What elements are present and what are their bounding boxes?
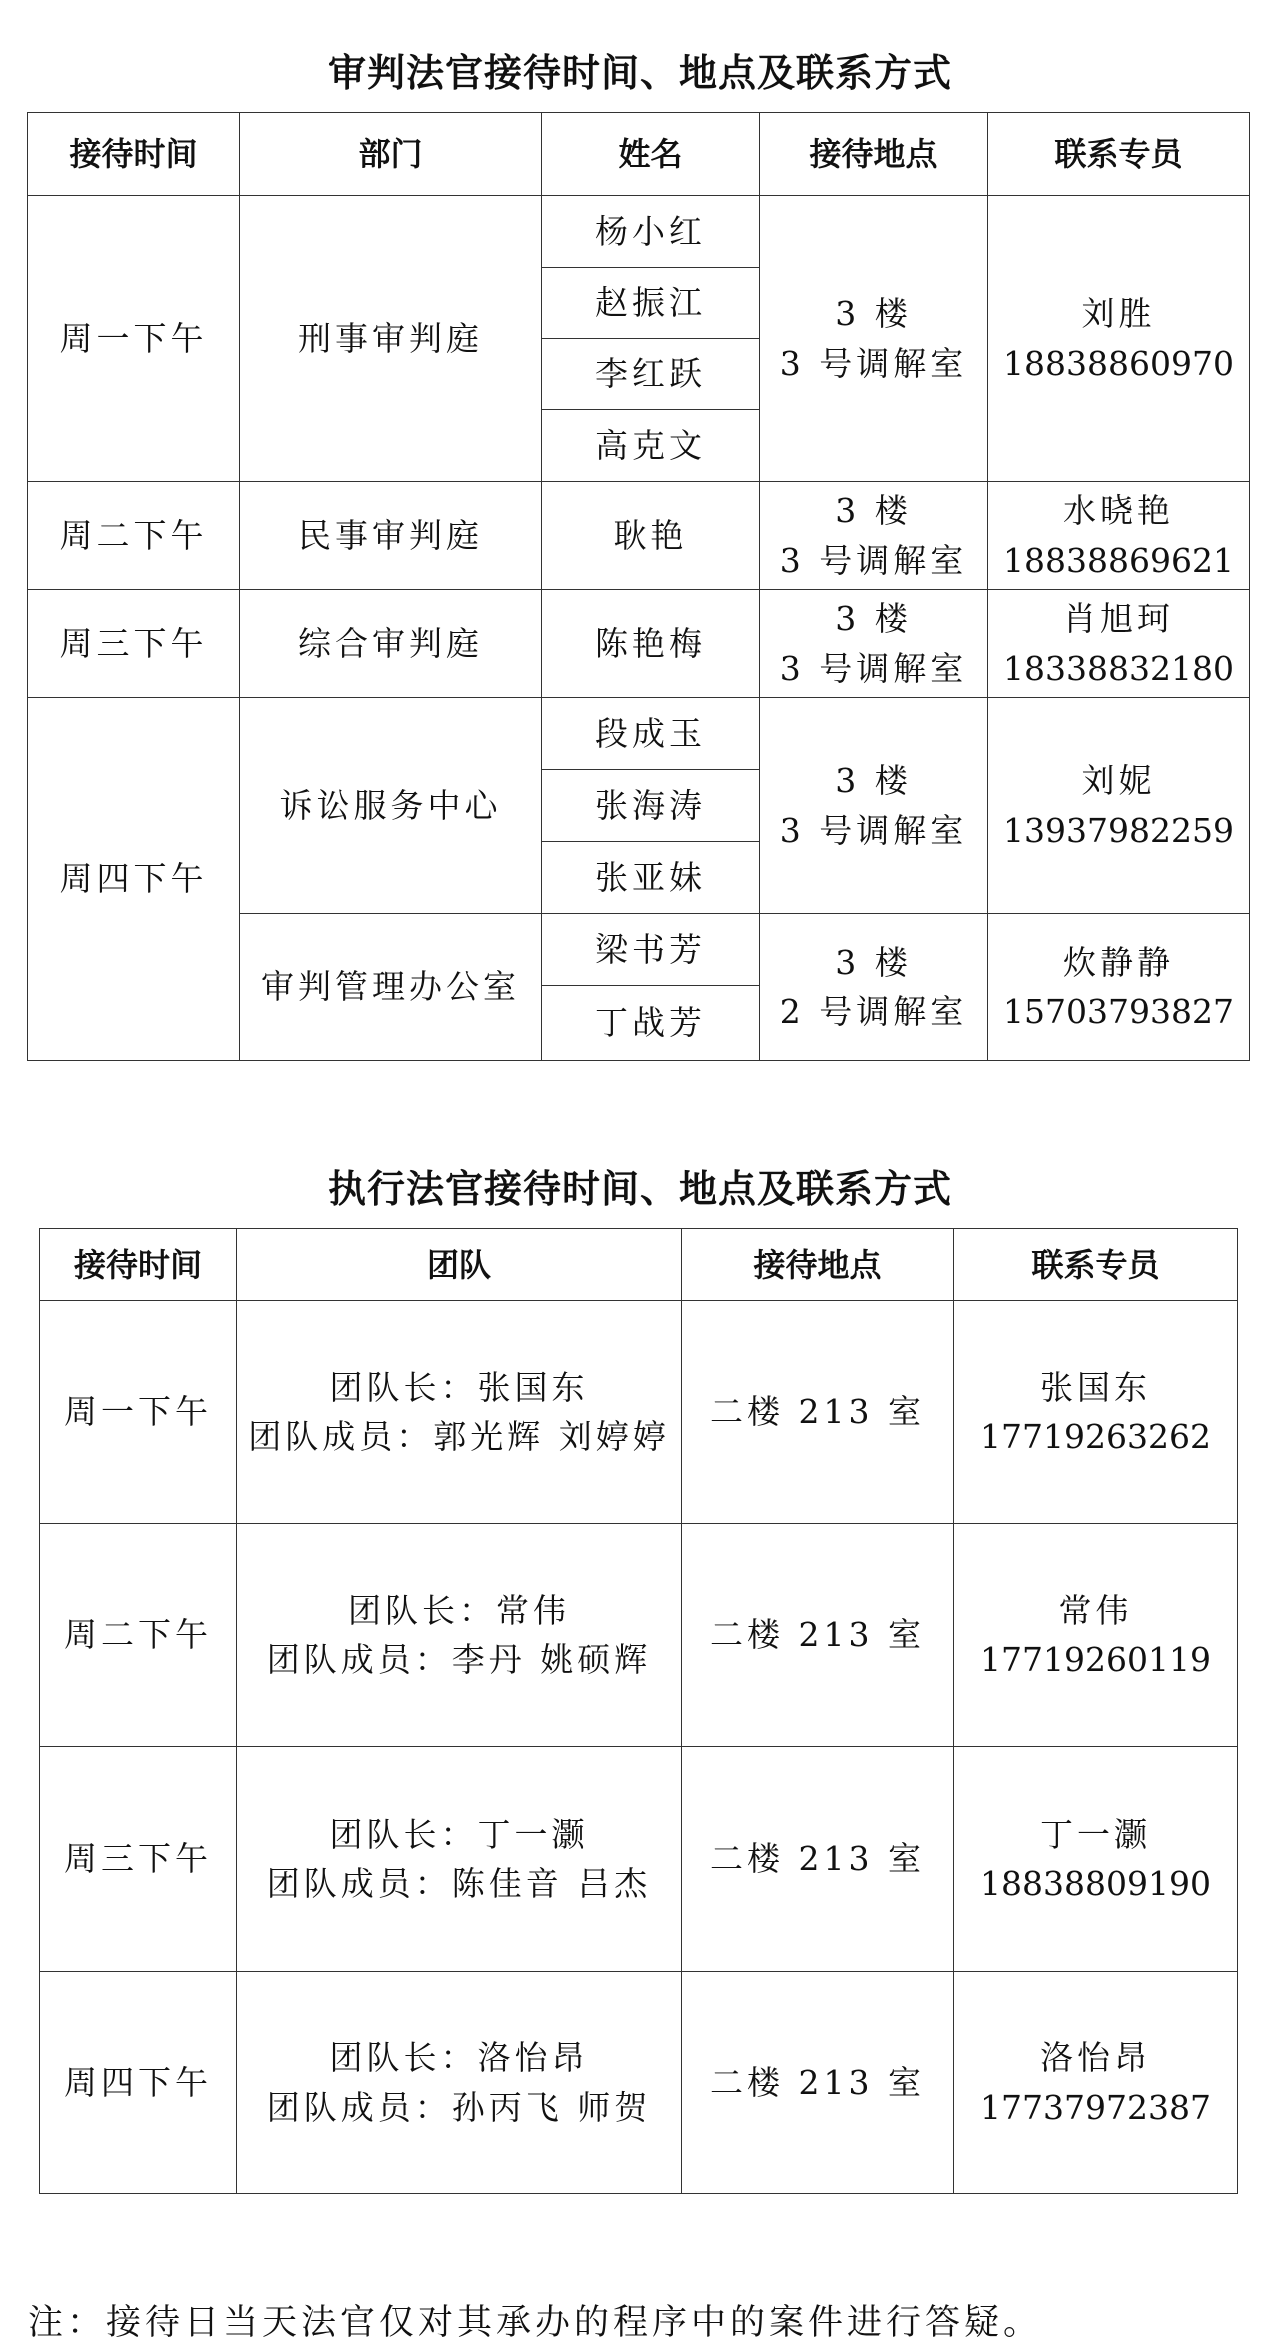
header-place: 接待地点 xyxy=(682,1229,954,1301)
header-contact: 联系专员 xyxy=(988,113,1250,196)
team-cell xyxy=(237,1524,682,1747)
judge-name: 张亚妹 xyxy=(542,842,760,914)
team-cell xyxy=(237,1301,682,1524)
place-cell xyxy=(760,698,988,914)
team-leader: 团队长：洛怡昂 xyxy=(329,2038,589,2077)
judge-name: 杨小红 xyxy=(542,196,760,268)
contact-name: 常伟 xyxy=(1058,1590,1133,1630)
judge-name: 陈艳梅 xyxy=(542,590,760,698)
contact-cell xyxy=(988,698,1250,914)
contact-name: 刘妮 xyxy=(1081,761,1156,800)
team-cell xyxy=(237,1972,682,2194)
table1-header-row xyxy=(28,113,1250,196)
contact-name: 洛怡昂 xyxy=(1040,2038,1151,2077)
place-floor: 3 楼 xyxy=(835,294,912,333)
dept-cell: 诉讼服务中心 xyxy=(240,698,542,914)
team-members: 团队成员：孙丙飞 师贺 xyxy=(266,2087,652,2127)
contact-name: 炊静静 xyxy=(1063,942,1174,982)
place-floor: 3 楼 xyxy=(835,491,912,530)
contact-cell xyxy=(988,196,1250,482)
place-cell: 二楼 213 室 xyxy=(682,1972,954,2194)
dept-cell: 审判管理办公室 xyxy=(240,914,542,1061)
time-cell: 周四下午 xyxy=(40,1972,237,2194)
contact-cell xyxy=(988,914,1250,1061)
table-row xyxy=(40,1747,1238,1972)
contact-cell xyxy=(988,482,1250,590)
place-room: 2 号调解室 xyxy=(779,992,968,1031)
contact-name: 刘胜 xyxy=(1081,294,1156,333)
team-members: 团队成员：郭光辉 刘婷婷 xyxy=(248,1417,670,1456)
team-members: 团队成员：陈佳音 吕杰 xyxy=(266,1864,652,1903)
team-cell xyxy=(237,1747,682,1972)
place-cell: 二楼 213 室 xyxy=(682,1524,954,1747)
dept-cell: 民事审判庭 xyxy=(240,482,542,590)
place-cell xyxy=(760,196,988,482)
team-leader: 团队长：常伟 xyxy=(348,1590,570,1630)
table1-title: 审判法官接待时间、地点及联系方式 xyxy=(327,51,952,95)
contact-phone: 17737972387 xyxy=(980,2087,1211,2127)
place-room: 3 号调解室 xyxy=(779,540,968,580)
time-cell: 周三下午 xyxy=(28,590,240,698)
place-floor: 3 楼 xyxy=(835,942,912,982)
place-room: 3 号调解室 xyxy=(779,648,968,688)
header-time: 接待时间 xyxy=(40,1229,237,1301)
contact-cell xyxy=(954,1524,1238,1747)
time-cell: 周一下午 xyxy=(28,196,240,482)
place-cell: 二楼 213 室 xyxy=(682,1301,954,1524)
contact-phone: 18838809190 xyxy=(980,1864,1211,1903)
place-room: 3 号调解室 xyxy=(779,343,968,383)
time-cell: 周二下午 xyxy=(28,482,240,590)
contact-name: 水晓艳 xyxy=(1063,491,1174,530)
time-cell: 周三下午 xyxy=(40,1747,237,1972)
place-cell xyxy=(760,914,988,1061)
judge-name: 张海涛 xyxy=(542,770,760,842)
judge-name: 李红跃 xyxy=(542,339,760,410)
table-row xyxy=(40,1972,1238,2194)
judge-name: 丁战芳 xyxy=(542,986,760,1061)
place-cell xyxy=(760,590,988,698)
contact-phone: 13937982259 xyxy=(1003,810,1234,850)
judge-name: 梁书芳 xyxy=(542,914,760,986)
judge-name: 高克文 xyxy=(542,410,760,482)
place-room: 3 号调解室 xyxy=(779,810,968,850)
contact-name: 丁一灏 xyxy=(1040,1814,1151,1854)
judge-name: 赵振江 xyxy=(542,268,760,339)
contact-name: 肖旭珂 xyxy=(1063,599,1174,638)
header-name: 姓名 xyxy=(542,113,760,196)
contact-phone: 18838860970 xyxy=(1003,343,1234,383)
judge-reception-table xyxy=(27,112,1250,1061)
header-dept: 部门 xyxy=(240,113,542,196)
contact-cell xyxy=(954,1972,1238,2194)
judge-name: 耿艳 xyxy=(542,482,760,590)
team-members: 团队成员：李丹 姚硕辉 xyxy=(266,1640,652,1679)
footnote: 注：接待日当天法官仅对其承办的程序中的案件进行答疑。 xyxy=(28,2303,1043,2343)
place-floor: 3 楼 xyxy=(835,599,912,638)
table-row xyxy=(40,1301,1238,1524)
table2-title: 执行法官接待时间、地点及联系方式 xyxy=(327,1167,952,1211)
dept-cell: 刑事审判庭 xyxy=(240,196,542,482)
time-cell: 周一下午 xyxy=(40,1301,237,1524)
contact-phone: 18838869621 xyxy=(1003,540,1234,580)
header-time: 接待时间 xyxy=(28,113,240,196)
header-team: 团队 xyxy=(237,1229,682,1301)
table-row xyxy=(40,1524,1238,1747)
place-cell: 二楼 213 室 xyxy=(682,1747,954,1972)
contact-phone: 17719260119 xyxy=(980,1640,1211,1679)
team-leader: 团队长：张国东 xyxy=(329,1367,589,1407)
contact-phone: 15703793827 xyxy=(1003,992,1234,1031)
team-leader: 团队长：丁一灏 xyxy=(329,1814,589,1854)
contact-cell xyxy=(954,1301,1238,1524)
time-cell: 周二下午 xyxy=(40,1524,237,1747)
header-place: 接待地点 xyxy=(760,113,988,196)
contact-cell xyxy=(954,1747,1238,1972)
header-contact: 联系专员 xyxy=(954,1229,1238,1301)
contact-phone: 17719263262 xyxy=(980,1417,1211,1456)
judge-name: 段成玉 xyxy=(542,698,760,770)
dept-cell: 综合审判庭 xyxy=(240,590,542,698)
contact-phone: 18338832180 xyxy=(1003,648,1234,688)
table2-header-row xyxy=(40,1229,1238,1301)
execution-reception-table xyxy=(39,1228,1238,2194)
place-floor: 3 楼 xyxy=(835,761,912,800)
contact-name: 张国东 xyxy=(1040,1367,1151,1407)
place-cell xyxy=(760,482,988,590)
contact-cell xyxy=(988,590,1250,698)
time-cell: 周四下午 xyxy=(28,698,240,1061)
